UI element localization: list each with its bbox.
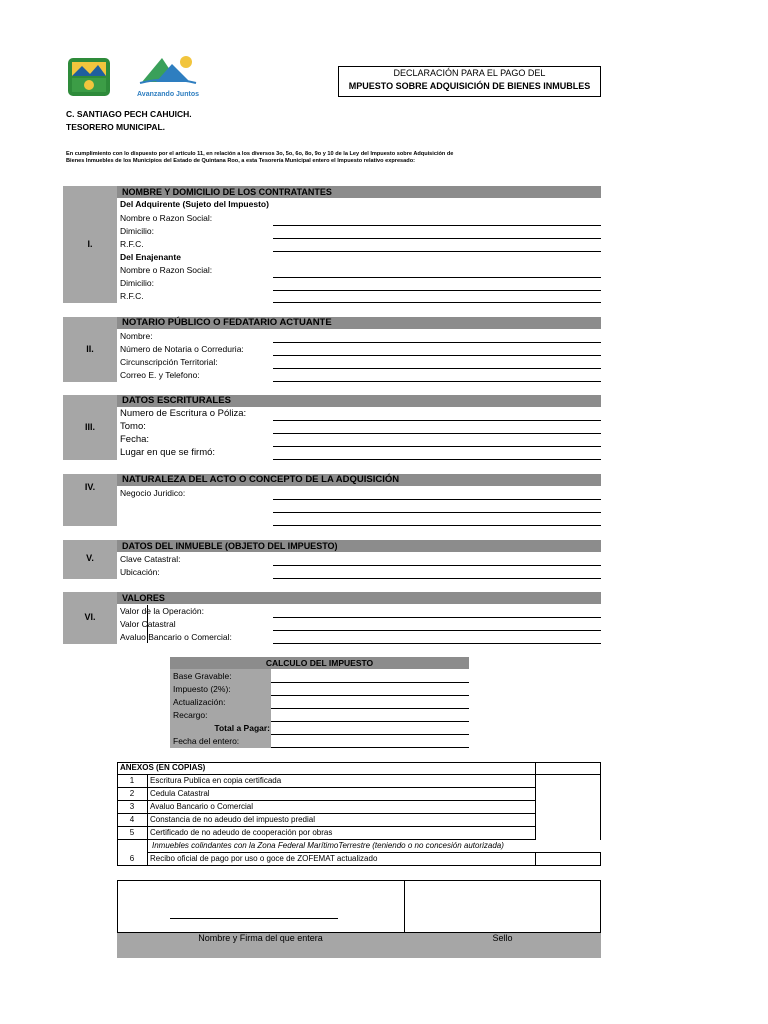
anexo-row-3	[117, 801, 535, 814]
anexos-title: ANEXOS (EN COPIAS)	[120, 763, 206, 772]
anexo-text-2: Cedula Catastral	[150, 789, 210, 798]
negocio-juridico-field-1[interactable]	[273, 499, 601, 500]
tomo-label: Tomo:	[120, 421, 146, 432]
valor-operacion-label: Valor de la Operación:	[120, 606, 204, 616]
avanzando-juntos-logo	[134, 52, 202, 98]
lugar-firma-field[interactable]	[273, 459, 601, 460]
base-gravable-field[interactable]	[271, 682, 469, 683]
section-3-header: DATOS ESCRITURALES	[117, 395, 601, 407]
adquirente-name-label: Nombre o Razon Social:	[120, 213, 213, 223]
intro-paragraph-line-2: Bienes Inmuebles de los Municipios del Estado de Quintana Roo, a esta Tesorería Municipal entero el Impuesto relativo expresado:	[66, 158, 415, 164]
escritura-number-label: Numero de Escritura o Póliza:	[120, 408, 247, 419]
tomo-field[interactable]	[273, 433, 601, 434]
section-1-number: I.	[87, 239, 93, 249]
correo-telefono-field[interactable]	[273, 381, 601, 382]
section-6-number: VI.	[84, 612, 96, 622]
clave-catastral-label: Clave Catastral:	[120, 554, 181, 564]
section-4-header: NATURALEZA DEL ACTO O CONCEPTO DE LA ADQUISICIÓN	[117, 474, 601, 486]
anexo-num-1: 1	[129, 776, 135, 785]
intro-paragraph-line-1: En cumplimiento con lo dispuesto por el artículo 11, en relación a los diversos 3o, 5o, 6o, 8o, 9o y 10 de la Ley del Impuesto sobre Adquisición de	[66, 151, 454, 157]
impuesto-field[interactable]	[271, 695, 469, 696]
section-4-number: IV.	[84, 482, 96, 492]
anexo-text-note: Inmuebles colindantes con la Zona Federal MarítimoTerrestre (teniendo o no concesión autorizada)	[152, 841, 504, 850]
anexo-num-2: 2	[129, 789, 135, 798]
anexo-num-5: 5	[129, 828, 135, 837]
actualizacion-field[interactable]	[271, 708, 469, 709]
circunscripcion-label: Circunscripción Territorial:	[120, 357, 218, 367]
ubicacion-field[interactable]	[273, 578, 601, 579]
circunscripcion-field[interactable]	[273, 368, 601, 369]
total-pagar-label: Total a Pagar:	[214, 723, 270, 733]
anexo-row-6	[117, 853, 535, 866]
avaluo-field[interactable]	[273, 643, 601, 644]
logo-caption: Avanzando Juntos	[137, 91, 199, 98]
notario-name-label: Nombre:	[120, 331, 153, 341]
anexo-row-1	[117, 775, 535, 788]
calculo-header: CALCULO DEL IMPUESTO	[170, 657, 469, 669]
signature-line[interactable]	[170, 918, 338, 919]
anexo-text-1: Escritura Publica en copia certificada	[150, 776, 282, 785]
fecha-escritura-label: Fecha:	[120, 434, 150, 445]
recargo-label: Recargo:	[173, 710, 208, 720]
adquirente-subheader: Del Adquirente (Sujeto del Impuesto)	[120, 199, 269, 209]
anexo-num-3: 3	[129, 802, 135, 811]
recargo-field[interactable]	[271, 721, 469, 722]
section-6-header: VALORES	[117, 592, 601, 604]
enajenante-address-field[interactable]	[273, 290, 601, 291]
section-5-header: DATOS DEL INMUEBLE (OBJETO DEL IMPUESTO)	[117, 540, 601, 552]
clave-catastral-field[interactable]	[273, 565, 601, 566]
anexo-text-5: Certificado de no adeudo de cooperación por obras	[150, 828, 333, 837]
anexo-text-4: Constancia de no adeudo del impuesto predial	[150, 815, 316, 824]
base-gravable-label: Base Gravable:	[173, 671, 232, 681]
adquirente-rfc-field[interactable]	[273, 251, 601, 252]
footer-gray-bar	[117, 946, 601, 958]
enajenante-name-label: Nombre o Razon Social:	[120, 265, 213, 275]
avaluo-label: Avaluo Bancario o Comercial:	[120, 632, 232, 642]
seal-label: Sello	[492, 933, 513, 943]
anexo-row-2	[117, 788, 535, 801]
section-5-number: V.	[86, 553, 94, 563]
negocio-juridico-field-2[interactable]	[273, 512, 601, 513]
enajenante-subheader: Del Enajenante	[120, 252, 181, 262]
enajenante-address-label: Dimicilio:	[120, 278, 154, 288]
addressee-name: C. SANTIAGO PECH CAHUICH.	[66, 109, 192, 119]
notaria-number-label: Número de Notaria o Correduria:	[120, 344, 244, 354]
title-line-1: DECLARACIÓN PARA EL PAGO DEL	[393, 68, 546, 78]
enajenante-rfc-field[interactable]	[273, 302, 601, 303]
adquirente-name-field[interactable]	[273, 225, 601, 226]
notaria-number-field[interactable]	[273, 355, 601, 356]
valor-catastral-label: Valor Catastral	[120, 619, 176, 629]
anexo-row-note	[148, 840, 601, 853]
municipal-seal-logo	[66, 56, 112, 98]
fecha-entero-field[interactable]	[271, 747, 469, 748]
enajenante-rfc-label: R.F.C.	[120, 291, 144, 301]
anexo-row-5	[117, 827, 535, 840]
impuesto-label: Impuesto (2%):	[173, 684, 231, 694]
section-2-number: II.	[86, 344, 94, 354]
anexo-text-6: Recibo oficial de pago por uso o goce de ZOFEMAT actualizado	[150, 854, 378, 863]
addressee-title: TESORERO MUNICIPAL.	[66, 122, 166, 132]
negocio-juridico-field-3[interactable]	[273, 525, 601, 526]
document-title-box	[338, 66, 601, 97]
notario-name-field[interactable]	[273, 342, 601, 343]
escritura-number-field[interactable]	[273, 420, 601, 421]
title-line-2: MPUESTO SOBRE ADQUISICIÓN DE BIENES INMUBLES	[348, 81, 591, 91]
correo-telefono-label: Correo E. y Telefono:	[120, 370, 200, 380]
valor-catastral-field[interactable]	[273, 630, 601, 631]
signature-name-label: Nombre y Firma del que entera	[198, 933, 323, 943]
anexo-row-4	[117, 814, 535, 827]
actualizacion-label: Actualización:	[173, 697, 226, 707]
lugar-firma-label: Lugar en que se firmó:	[120, 447, 216, 458]
enajenante-name-field[interactable]	[273, 277, 601, 278]
total-pagar-field[interactable]	[271, 734, 469, 735]
section-1-header: NOMBRE Y DOMICILIO DE LOS CONTRATANTES	[117, 186, 601, 198]
ubicacion-label: Ubicación:	[120, 567, 160, 577]
adquirente-address-label: Dimicilio:	[120, 226, 154, 236]
anexo-text-3: Avaluo Bancario o Comercial	[150, 802, 254, 811]
anexo-num-6: 6	[129, 854, 135, 863]
fecha-entero-label: Fecha del entero:	[173, 736, 240, 746]
adquirente-address-field[interactable]	[273, 238, 601, 239]
section-2-header: NOTARIO PÚBLICO O FEDATARIO ACTUANTE	[117, 317, 601, 329]
fecha-escritura-field[interactable]	[273, 446, 601, 447]
valor-operacion-field[interactable]	[273, 617, 601, 618]
section-3-number: III.	[84, 422, 95, 432]
anexo-num-4: 4	[129, 815, 135, 824]
negocio-juridico-label: Negocio Juridico:	[120, 488, 186, 498]
adquirente-rfc-label: R.F.C.	[120, 239, 144, 249]
